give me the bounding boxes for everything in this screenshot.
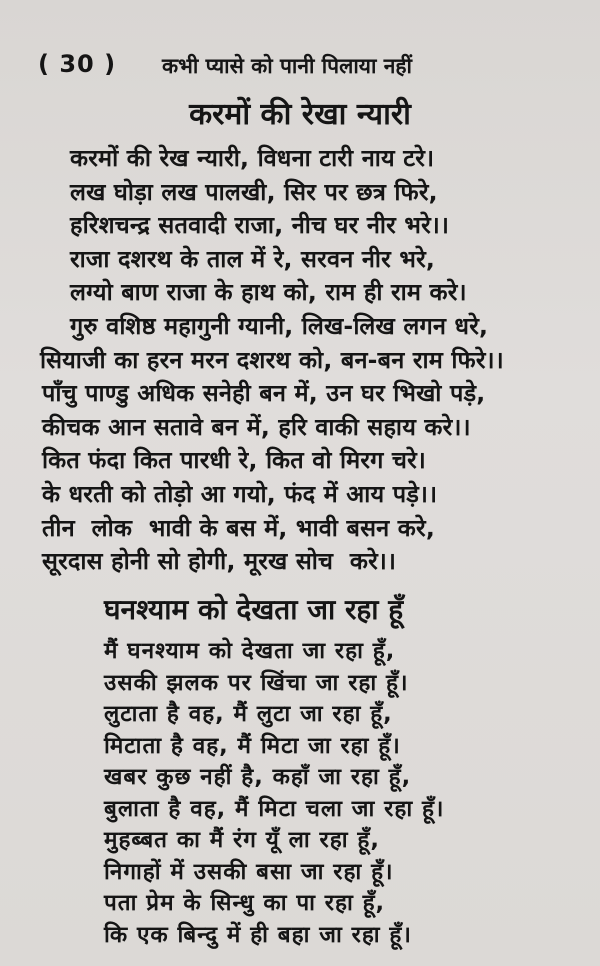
page-header xyxy=(0,50,600,86)
page-number: ( 30 ) xyxy=(38,50,117,78)
poem-line: पाँचु पाण्डु अधिक सनेही बन में, उन घर भिखो पड़े, xyxy=(42,379,486,408)
running-title: कभी प्यासे को पानी पिलाया नहीं xyxy=(162,54,412,78)
poem-line: राजा दशरथ के ताल में रे, सरवन नीर भरे, xyxy=(70,244,436,273)
poem-line: मुहब्बत का मैं रंग यूँ ला रहा हूँ, xyxy=(104,827,380,853)
poem-line: सूरदास होनी सो होगी, मूरख सोच करे।। xyxy=(42,547,397,576)
poem-line: खबर कुछ नहीं है, कहाँ जा रहा हूँ, xyxy=(104,764,412,790)
poem-line: लग्यो बाण राजा के हाथ को, राम ही राम करे। xyxy=(70,278,467,307)
poem-line: पता प्रेम के सिन्धु का पा रहा हूँ, xyxy=(104,890,386,916)
poem-title: घनश्याम को देखता जा रहा हूँ xyxy=(104,593,404,626)
poem-lines xyxy=(0,142,600,579)
poem-line: सियाजी का हरन मरन दशरथ को, बन-बन राम फिरे।। xyxy=(40,345,504,374)
poem-line: कित फंदा कित पारधी रे, कित वो मिरग चरे। xyxy=(42,446,427,475)
poem-line: निगाहों में उसकी बसा जा रहा हूँ। xyxy=(104,858,394,885)
poem-line: कि एक बिन्दु में ही बहा जा रहा हूँ। xyxy=(104,921,412,948)
poem-line: कीचक आन सतावे बन में, हरि वाकी सहाय करे।। xyxy=(42,412,471,441)
poem-title: करमों की रेखा न्यारी xyxy=(189,97,411,132)
poem-line: बुलाता है वह, मैं मिटा चला जा रहा हूँ। xyxy=(104,795,445,822)
poem-lines xyxy=(0,636,600,951)
poem-line: करमों की रेख न्यारी, विधना टारी नाय टरे। xyxy=(70,144,435,172)
poem-line: तीन लोक भावी के बस में, भावी बसन करे, xyxy=(42,513,435,542)
poem-line: गुरु वशिष्ठ महागुनी ग्यानी, लिख-लिख लगन धरे, xyxy=(70,311,489,340)
poem-line: मिटाता है वह, मैं मिटा जा रहा हूँ। xyxy=(104,732,401,759)
poem-line: लुटाता है वह, मैं लुटा जा रहा हूँ, xyxy=(104,701,393,727)
poem-line: उसकी झलक पर खिंचा जा रहा हूँ। xyxy=(104,669,409,696)
poem-line: लख घोड़ा लख पालखी, सिर पर छत्र फिरे, xyxy=(70,177,438,206)
poem-line: के धरती को तोड़ो आ गयो, फंद में आय पड़े।। xyxy=(42,479,438,508)
poem-line: मैं घनश्याम को देखता जा रहा हूँ, xyxy=(104,638,396,664)
poem-line: हरिशचन्द्र सतवादी राजा, नीच घर नीर भरे।। xyxy=(70,211,450,240)
